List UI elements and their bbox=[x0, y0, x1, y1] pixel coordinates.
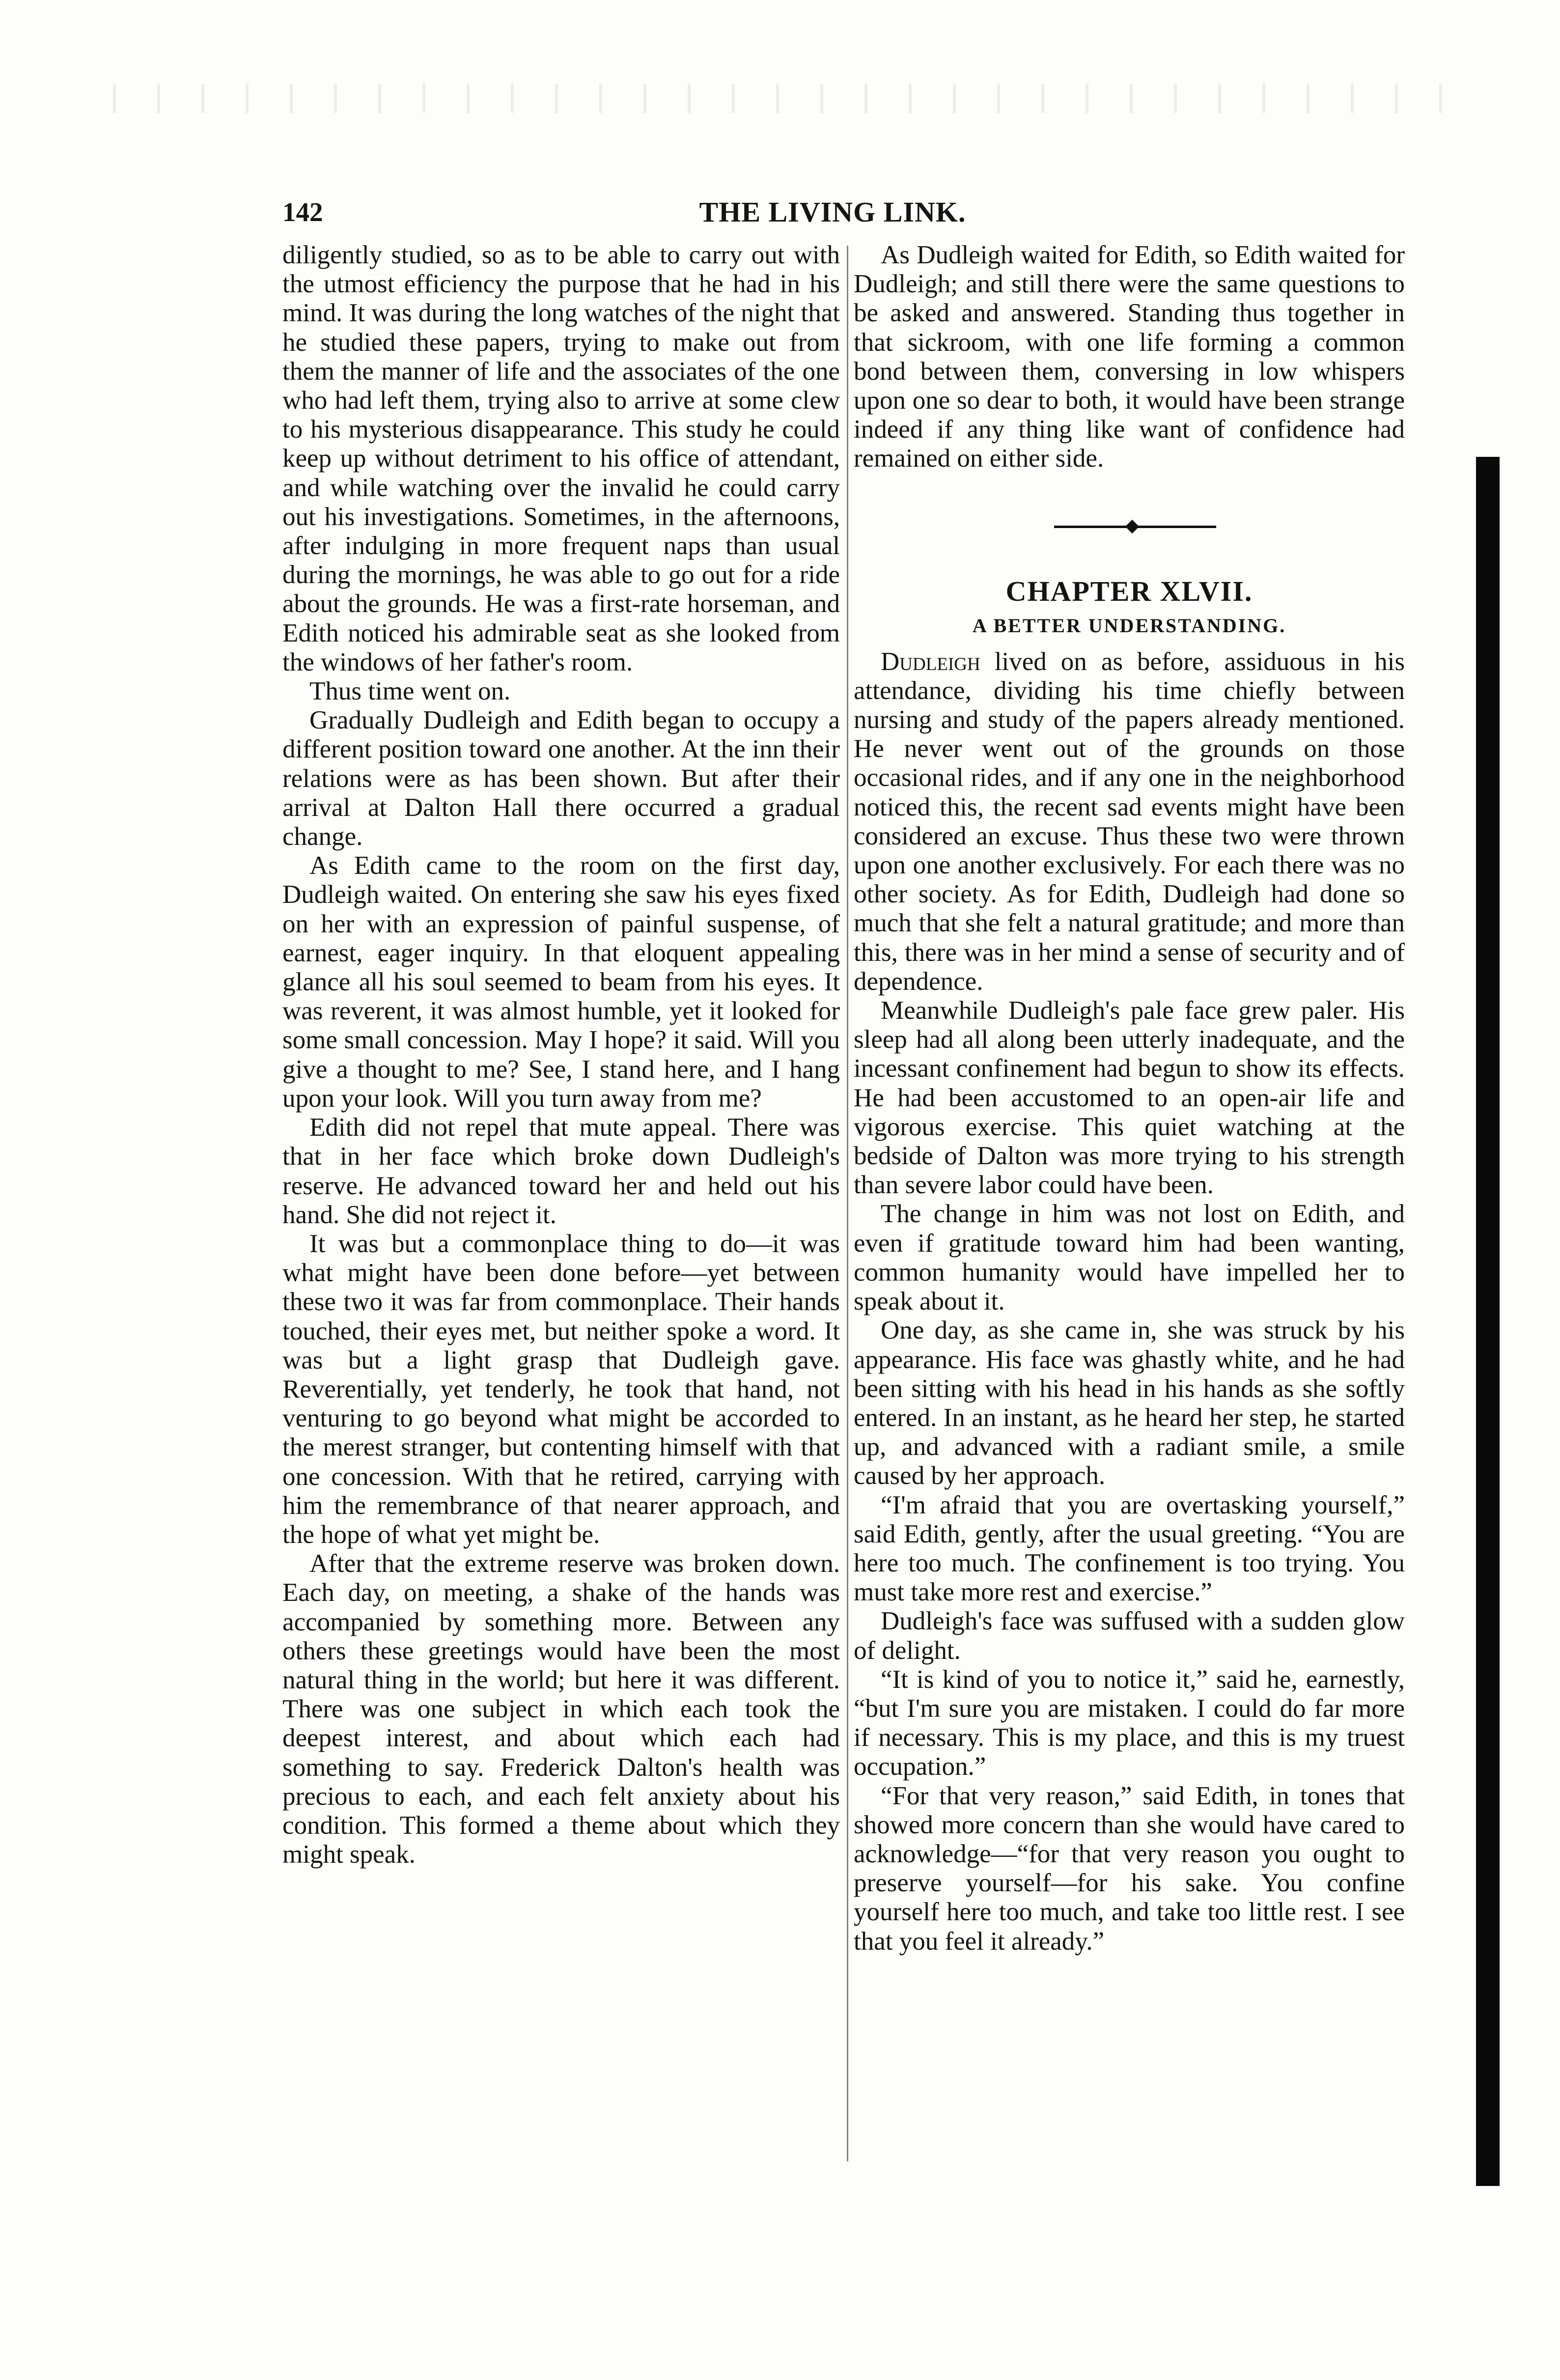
paragraph: One day, as she came in, she was struck by his appearance. His face was ghastly white, and he had been sitting with his head in his hands as she softly entered. In an instant, as he heard her step, he started up, and advanced with a radiant smile, a smile caused by her approach. bbox=[854, 1316, 1405, 1490]
paragraph: After that the extreme reserve was broken down. Each day, on meeting, a shake of the hands was accompanied by something more. Between any others these greetings would have been the most natural thing in the world; but here it was different. There was one subject in which each took the deepest interest, and about which each had something to say. Frederick Dalton's health was precious to each, and each felt anxiety about his condition. This formed a theme about which they might speak. bbox=[282, 1549, 840, 1869]
ornament-diamond-icon bbox=[1125, 519, 1139, 533]
paragraph: diligently studied, so as to be able to carry out with the utmost efficiency the purpose that he had in his mind. It was during the long watches of the night that he studied these papers, trying to make out from them the manner of life and the associates of the one who had left them, trying also to arrive at some clew to his mysterious disappearance. This study he could keep up without detriment to his office of attendant, and while watching over the invalid he could carry out his investigations. Sometimes, in the afternoons, after indulging in more frequent naps than usual during the mornings, he was able to go out for a ride about the grounds. He was a first-rate horseman, and Edith noticed his admirable seat as she looked from the windows of her father's room. bbox=[282, 241, 840, 676]
chapter-opening-paragraph bbox=[854, 647, 1405, 996]
chapter-title: CHAPTER XLVII. bbox=[1005, 575, 1253, 607]
scan-margin-bar bbox=[1476, 457, 1500, 2186]
page-header bbox=[282, 193, 1383, 232]
paragraph: As Edith came to the room on the first day, Dudleigh waited. On entering she saw his eyes fixed on her with an expression of painful suspense, of earnest, eager inquiry. In that eloquent appealing glance all his soul seemed to beam from his eyes. It was reverent, it was almost humble, yet it looked for some small concession. May I hope? it said. Will you give a thought to me? See, I stand here, and I hang upon your look. Will you turn away from me? bbox=[282, 851, 840, 1113]
paragraph: Thus time went on. bbox=[309, 677, 511, 706]
running-head: THE LIVING LINK. bbox=[699, 196, 966, 228]
paragraph: Meanwhile Dudleigh's pale face grew paler. His sleep had all along been utterly inadequate, and the incessant confinement had begun to show its effects. He had been accustomed to an open-air life and vigorous exercise. This quiet watching at the bedside of Dalton was more trying to his strength than severe labor could have been. bbox=[854, 996, 1405, 1200]
right-column bbox=[854, 241, 1405, 1956]
paragraph: The change in him was not lost on Edith, and even if gratitude toward him had been wanting, common humanity would have impelled her to speak about it. bbox=[854, 1200, 1405, 1316]
paragraph: As Dudleigh waited for Edith, so Edith waited for Dudleigh; and still there were the same questions to be asked and answered. Standing thus together in that sickroom, with one life forming a common bond between them, conversing in low whispers upon one so dear to both, it would have been strange indeed if any thing like want of confidence had remained on either side. bbox=[854, 241, 1405, 473]
column-divider bbox=[847, 246, 848, 2161]
paragraph: Dudleigh's face was suffused with a sudden glow of delight. bbox=[854, 1607, 1405, 1665]
paragraph: It was but a commonplace thing to do—it was what might have been done before—yet between these two it was far from commonplace. Their hands touched, their eyes met, but neither spoke a word. It was but a light grasp that Dudleigh gave. Reverentially, yet tenderly, he took that hand, not venturing to go beyond what might be accorded to the merest stranger, but contenting himself with that one concession. With that he retired, carrying with him the remembrance of that nearer approach, and the hope of what yet might be. bbox=[282, 1229, 840, 1549]
scan-specks bbox=[113, 84, 1449, 113]
chapter-subtitle: A BETTER UNDERSTANDING. bbox=[972, 614, 1286, 637]
opening-text: lived on as before, assiduous in his attendance, dividing his time chiefly between nursing and study of the papers already mentioned. He never went out of the grounds on those occasional rides, and if any one in the neighborhood noticed this, the recent sad events might have been considered an excuse. Thus these two were thrown upon one another exclusively. For each there was no other society. As for Edith, Dudleigh had done so much that she felt a natural gratitude; and more than this, there was in her mind a sense of security and of dependence. bbox=[854, 647, 1405, 996]
paragraph: “It is kind of you to notice it,” said he, earnestly, “but I'm sure you are mistaken. I could do far more if necessary. This is my place, and this is my truest occupation.” bbox=[854, 1665, 1405, 1781]
opening-word: Dudleigh bbox=[881, 647, 980, 676]
paragraph: Gradually Dudleigh and Edith began to occupy a different position toward one another. At the inn their relations were as has been shown. But after their arrival at Dalton Hall there occurred a gradual change. bbox=[282, 706, 840, 851]
paragraph: Edith did not repel that mute appeal. There was that in her face which broke down Dudleigh's reserve. He advanced toward her and held out his hand. She did not reject it. bbox=[282, 1113, 840, 1229]
paragraph: “For that very reason,” said Edith, in tones that showed more concern than she would have cared to acknowledge—“for that very reason you ought to preserve yourself—for his sake. You confine yourself here too much, and take too little rest. I see that you feel it already.” bbox=[854, 1781, 1405, 1956]
paragraph: “I'm afraid that you are overtasking yourself,” said Edith, gently, after the usual greeting. “You are here too much. The confinement is too trying. You must take more rest and exercise.” bbox=[854, 1490, 1405, 1607]
page-number: 142 bbox=[282, 197, 323, 227]
section-ornament bbox=[854, 474, 1405, 572]
left-column bbox=[282, 241, 840, 1869]
